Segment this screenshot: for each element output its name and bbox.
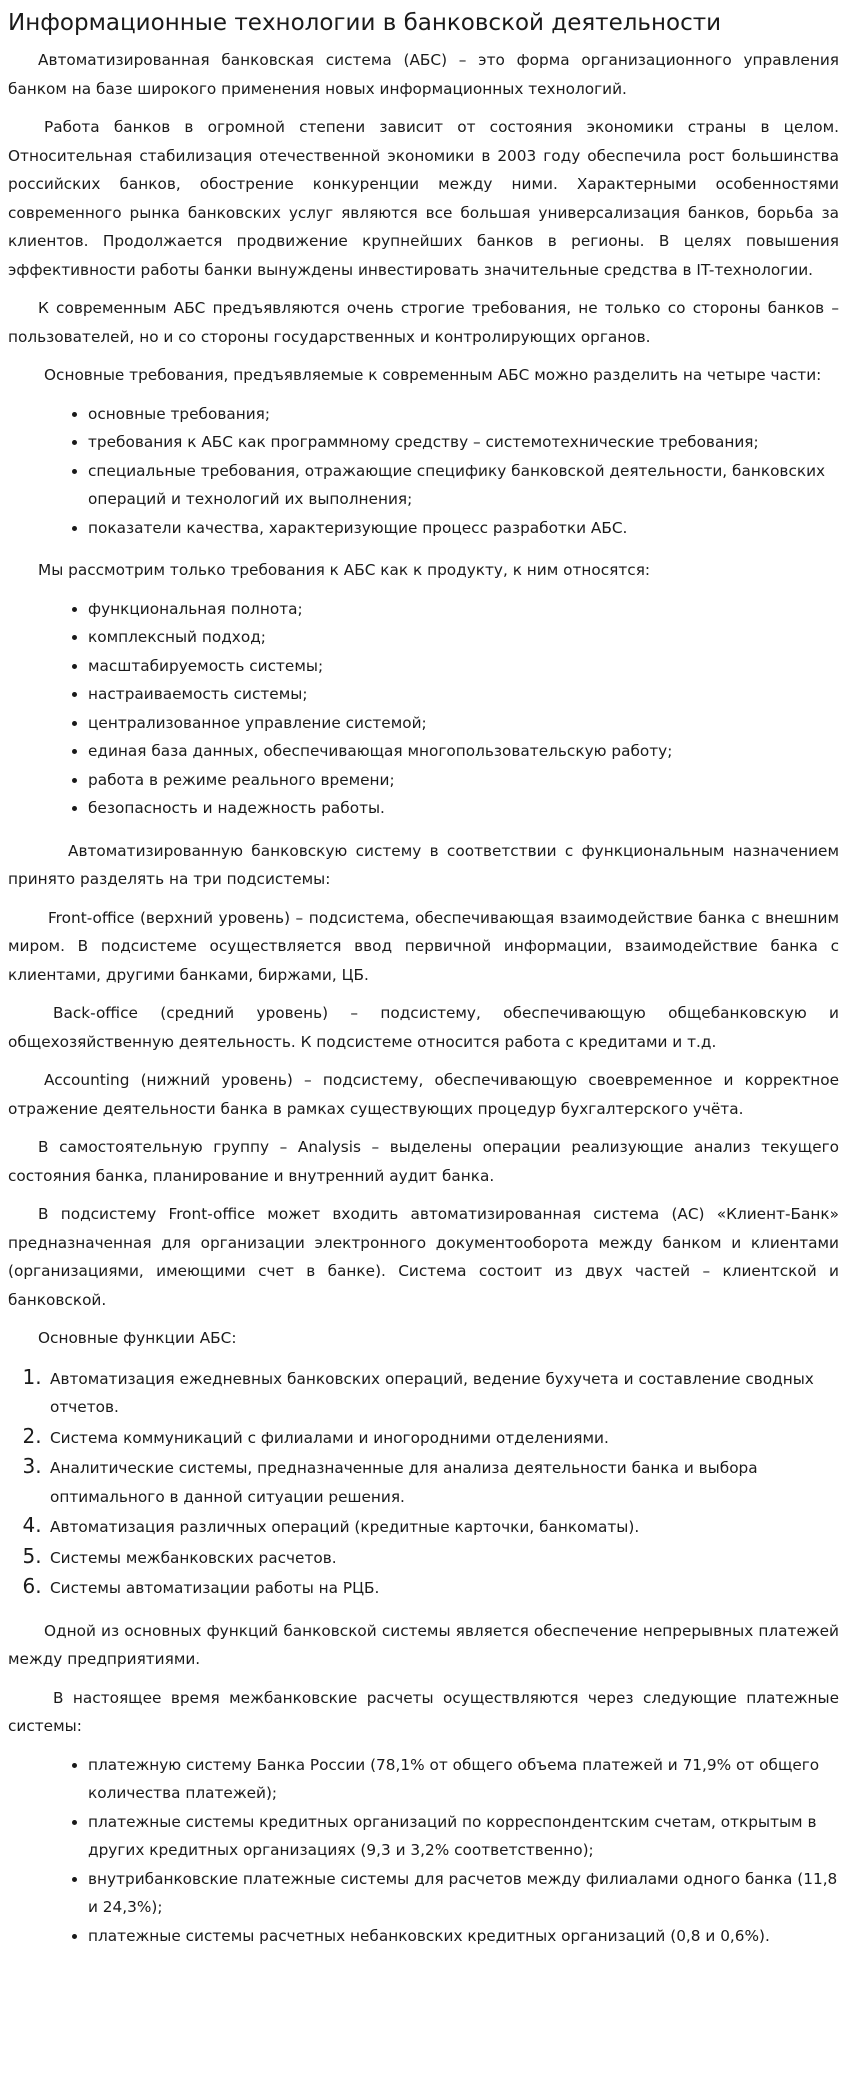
list-item: 1. Автоматизация ежедневных банковских операций, ведение бухучета и составление сводных отчетов. [48, 1363, 839, 1422]
paragraph-continuous-payments: Одной из основных функций банковской системы является обеспечение непрерывных платежей между предприятиями. [8, 1621, 839, 1668]
list-item: • платежные системы расчетных небанковских кредитных организаций (0,8 и 0,6%). [88, 1922, 839, 1951]
list-item: • внутрибанковские платежные системы для расчетов между филиалами одного банка (11,8 и 24,3%); [88, 1865, 839, 1922]
list-item: 5. Системы межбанковских расчетов. [48, 1542, 839, 1573]
payment-systems-list [8, 1751, 839, 1951]
paragraph-accounting: Accounting (нижний уровень) – подсистему, обеспечивающую своевременное и корректное отражение деятельности банка в рамках существующих процедур бухгалтерского учёта. [8, 1071, 839, 1118]
paragraph-subsystems-intro: Автоматизированную банковскую систему в соответствии с функциональным назначением принято разделять на три подсистемы: [8, 841, 839, 888]
list-item: 2. Система коммуникаций с филиалами и иногородними отделениями. [48, 1422, 839, 1453]
paragraph-client-bank: В подсистему Front-office может входить автоматизированная система (АС) «Клиент-Банк» предназначенная для организации электронного документооборота между банком и клиентами (организациями, имеющими счет в банке). Система состоит из двух частей – клиентской и банковской. [8, 1205, 839, 1309]
list-item: 6. Системы автоматизации работы на РЦБ. [48, 1572, 839, 1603]
list-item: 4. Автоматизация различных операций (кредитные карточки, банкоматы). [48, 1511, 839, 1542]
list-item: • централизованное управление системой; [88, 709, 839, 738]
list-item: • требования к АБС как программному средству – системотехнические требования; [88, 428, 839, 457]
list-item: • платежную систему Банка России (78,1% от общего объема платежей и 71,9% от общего количества платежей); [88, 1751, 839, 1808]
paragraph-back-office: Back-office (средний уровень) – подсистему, обеспечивающую общебанковскую и общехозяйственную деятельность. К подсистеме относится работа с кредитами и т.д. [8, 1004, 839, 1051]
paragraph-functions-intro: Основные функции АБС: [38, 1329, 237, 1347]
list-item: • платежные системы кредитных организаций по корреспондентским счетам, открытым в других кредитных организациях (9,3 и 3,2% соответственно); [88, 1808, 839, 1865]
list-item: • основные требования; [88, 400, 839, 429]
page-title: Информационные технологии в банковской деятельности [8, 10, 722, 36]
paragraph-product-requirements: Мы рассмотрим только требования к АБС как к продукту, к ним относятся: [38, 561, 651, 579]
list-item: • настраиваемость системы; [88, 680, 839, 709]
list-item: • безопасность и надежность работы. [88, 794, 839, 823]
list-item: • масштабируемость системы; [88, 652, 839, 681]
list-item: • работа в режиме реального времени; [88, 766, 839, 795]
product-requirements-list [8, 595, 839, 823]
requirements-list [8, 400, 839, 543]
list-item: 3. Аналитические системы, предназначенные для анализа деятельности банка и выбора оптимального в данной ситуации решения. [48, 1452, 839, 1511]
list-item: • показатели качества, характеризующие процесс разработки АБС. [88, 514, 839, 543]
functions-list [8, 1363, 839, 1603]
list-item: • функциональная полнота; [88, 595, 839, 624]
paragraph-bank-economy: Работа банков в огромной степени зависит от состояния экономики страны в целом. Относительная стабилизация отечественной экономики в 2003 году обеспечила рост большинства российских банков, обострение конкуренции между ними. Характерными особенностями современного рынка банковских услуг являются все большая универсализация банков, борьба за клиентов. Продолжается продвижение крупнейших банков в регионы. В целях повышения эффективности работы банки вынуждены инвестировать значительные средства в IT-технологии. [8, 118, 839, 279]
paragraph-payment-systems-intro: В настоящее время межбанковские расчеты осуществляются через следующие платежные системы: [8, 1688, 839, 1735]
list-item: • комплексный подход; [88, 623, 839, 652]
paragraph-strict-requirements: К современным АБС предъявляются очень строгие требования, не только со стороны банков – пользователей, но и со стороны государственных и контролирующих органов. [8, 299, 839, 346]
list-item: • единая база данных, обеспечивающая многопользовательскую работу; [88, 737, 839, 766]
paragraph-abs-definition: Автоматизированная банковская система (АБС) – это форма организационного управления банком на базе широкого применения новых информационных технологий. [8, 51, 839, 98]
paragraph-front-office: Front-office (верхний уровень) – подсистема, обеспечивающая взаимодействие банка с внешним миром. В подсистеме осуществляется ввод первичной информации, взаимодействие банка с клиентами, другими банками, биржами, ЦБ. [8, 908, 839, 984]
paragraph-analysis: В самостоятельную группу – Analysis – выделены операции реализующие анализ текущего состояния банка, планирование и внутренний аудит банка. [8, 1138, 839, 1185]
list-item: • специальные требования, отражающие специфику банковской деятельности, банковских операций и технологий их выполнения; [88, 457, 839, 514]
paragraph-requirements-intro: Основные требования, предъявляемые к современным АБС можно разделить на четыре части: [44, 366, 822, 384]
